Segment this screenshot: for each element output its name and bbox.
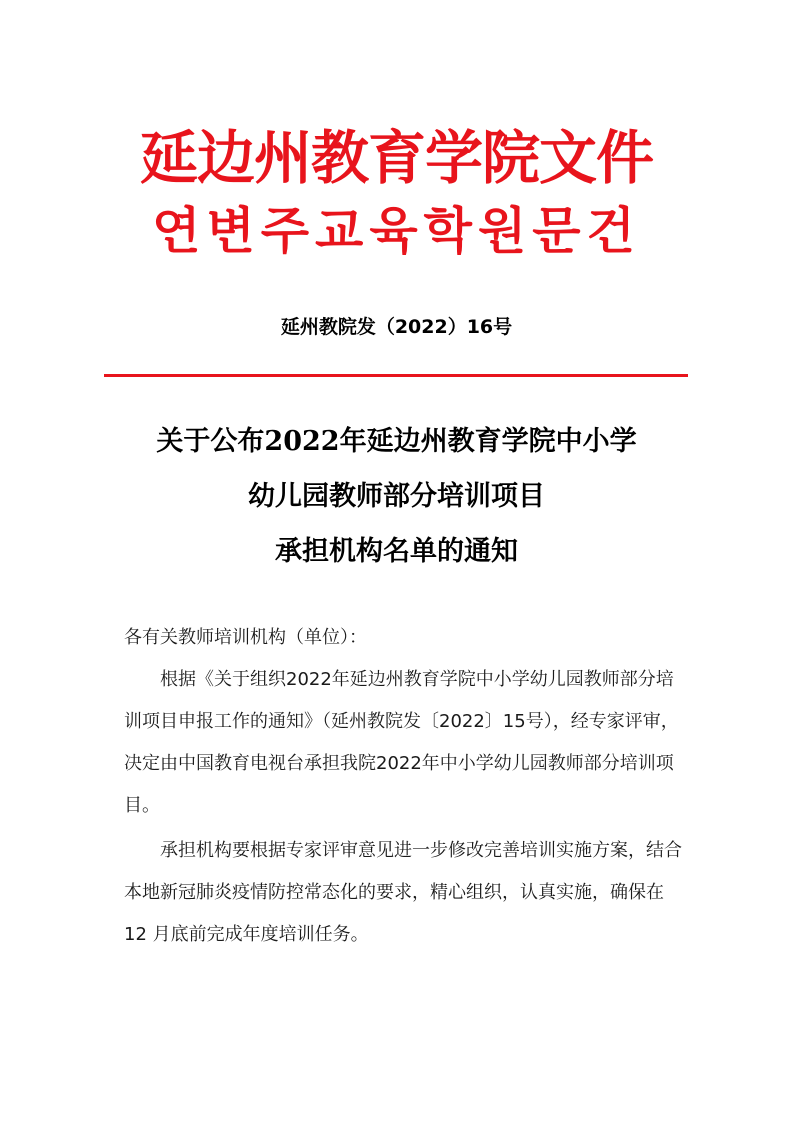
header-divider [104,374,688,377]
notice-body [124,617,684,956]
notice-title-line-1: 关于公布2022年延边州教育学院中小学 [156,426,637,457]
document-header-korean: 연변주교육학원문건 [152,202,641,260]
body-paragraph-1: 根据《关于组织2022年延边州教育学院中小学幼儿园教师部分培训项目申报工作的通知》（延州教院发〔2022〕15号），经专家评审，决定由中国教育电视台承担我院2022年中小学幼儿园教师部分培训项目。 [124,669,679,816]
document-number: 延州教院发（2022）16号 [280,316,513,338]
body-paragraph-2: 承担机构要根据专家评审意见进一步修改完善培训实施方案，结合本地新冠肺炎疫情防控常态化的要求，精心组织，认真实施，确保在 12 月底前完成年度培训任务。 [124,840,682,945]
notice-title-line-2: 幼儿园教师部分培训项目 [248,481,545,512]
salutation: 各有关教师培训机构（单位）： [124,627,367,648]
document-header-chinese: 延边州教育学院文件 [139,124,653,192]
notice-title [0,414,793,579]
notice-title-line-3: 承担机构名单的通知 [275,536,518,567]
